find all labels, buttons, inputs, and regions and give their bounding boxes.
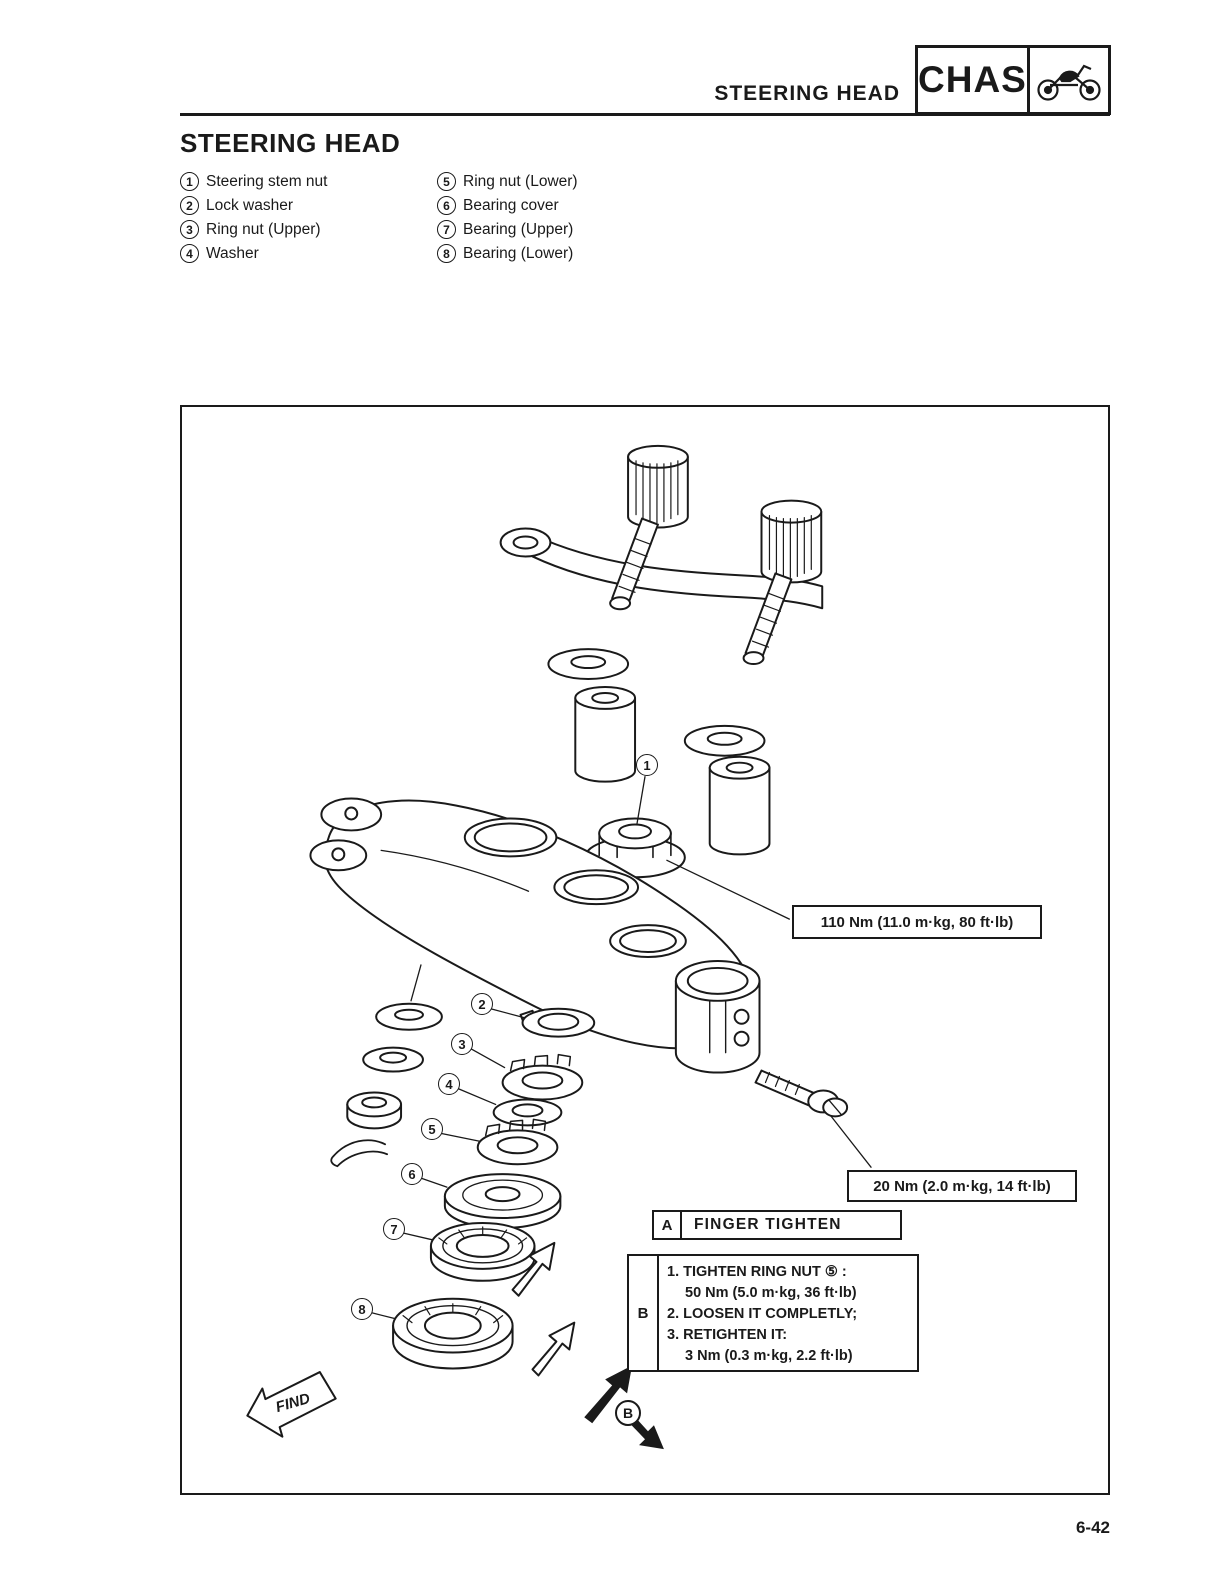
part-item (437, 172, 578, 191)
note-box-b-line: 50 Nm (5.0 m·kg, 36 ft·lb) (685, 1285, 857, 1301)
part-number: 1 (180, 172, 199, 191)
part-label: Lock washer (206, 196, 294, 214)
part-label: Washer (206, 244, 259, 262)
note-box-b-line: 1. TIGHTEN RING NUT ⑤ : (667, 1264, 847, 1280)
part-label: Ring nut (Lower) (463, 172, 578, 190)
pinch-bolt (756, 1071, 848, 1117)
diagram-callout-5: 5 (421, 1118, 443, 1140)
note-box-b-label: B (629, 1256, 659, 1370)
diagram-callout-6: 6 (401, 1163, 423, 1185)
note-box-b-line: 2. LOOSEN IT COMPLETLY; (667, 1306, 858, 1322)
motorcycle-icon (1027, 48, 1108, 112)
stem-washer (494, 1099, 562, 1125)
bearing-lower (393, 1299, 512, 1369)
part-number: 5 (437, 172, 456, 191)
diagram-callout-8: 8 (351, 1298, 373, 1320)
part-label: Bearing (Upper) (463, 220, 574, 238)
part-number: 8 (437, 244, 456, 263)
torque-callout-pinch-bolt: 20 Nm (2.0 m·kg, 14 ft·lb) (847, 1170, 1077, 1202)
header-rule (180, 113, 1110, 116)
ring-nut-lower (478, 1119, 558, 1164)
part-number: 3 (180, 220, 199, 239)
note-box-a-label: A (654, 1212, 682, 1238)
torque-callout-stem-nut: 110 Nm (11.0 m·kg, 80 ft·lb) (792, 905, 1042, 939)
page-number: 6-42 (1075, 1518, 1110, 1537)
note-box-b (627, 1254, 919, 1372)
part-item (437, 220, 578, 239)
part-number: 2 (180, 196, 199, 215)
part-number: 6 (437, 196, 456, 215)
part-item (437, 244, 578, 263)
part-number: 7 (437, 220, 456, 239)
diagram-panel (180, 405, 1110, 1495)
diagram-callout-1: 1 (636, 754, 658, 776)
part-label: Steering stem nut (206, 172, 328, 190)
running-title: STEERING HEAD (714, 82, 900, 105)
part-item (180, 220, 385, 239)
note-box-b-content (659, 1256, 917, 1370)
bearing-upper (431, 1223, 535, 1281)
note-box-a-text: FINGER TIGHTEN (694, 1216, 842, 1233)
part-number: 4 (180, 244, 199, 263)
chapter-badge (915, 45, 1111, 115)
note-box-a (652, 1210, 902, 1240)
diagram-callout-3: 3 (451, 1033, 473, 1055)
part-item (180, 244, 385, 263)
part-label: Bearing cover (463, 196, 559, 214)
marker-b: B (615, 1400, 641, 1426)
lock-washer (521, 1009, 595, 1037)
ring-nut-upper (503, 1055, 583, 1100)
find-logo (241, 1370, 341, 1445)
note-box-b-line: 3 Nm (0.3 m·kg, 2.2 ft·lb) (685, 1348, 853, 1364)
part-item (180, 172, 385, 191)
part-label: Ring nut (Upper) (206, 220, 321, 238)
bearing-cover (445, 1174, 561, 1228)
diagram-callout-4: 4 (438, 1073, 460, 1095)
diagram-callout-2: 2 (471, 993, 493, 1015)
part-item (180, 196, 385, 215)
small-hardware-stack (331, 1004, 442, 1166)
diagram-callout-7: 7 (383, 1218, 405, 1240)
chapter-badge-label: CHAS (918, 59, 1027, 100)
parts-list-column-2 (437, 172, 578, 263)
part-item (437, 196, 578, 215)
note-box-b-line: 3. RETIGHTEN IT: (667, 1327, 788, 1343)
section-title: STEERING HEAD (180, 128, 401, 158)
part-label: Bearing (Lower) (463, 244, 574, 262)
find-logo-text: FIND (273, 1390, 313, 1417)
parts-list (180, 172, 578, 263)
parts-list-column-1 (180, 172, 385, 263)
